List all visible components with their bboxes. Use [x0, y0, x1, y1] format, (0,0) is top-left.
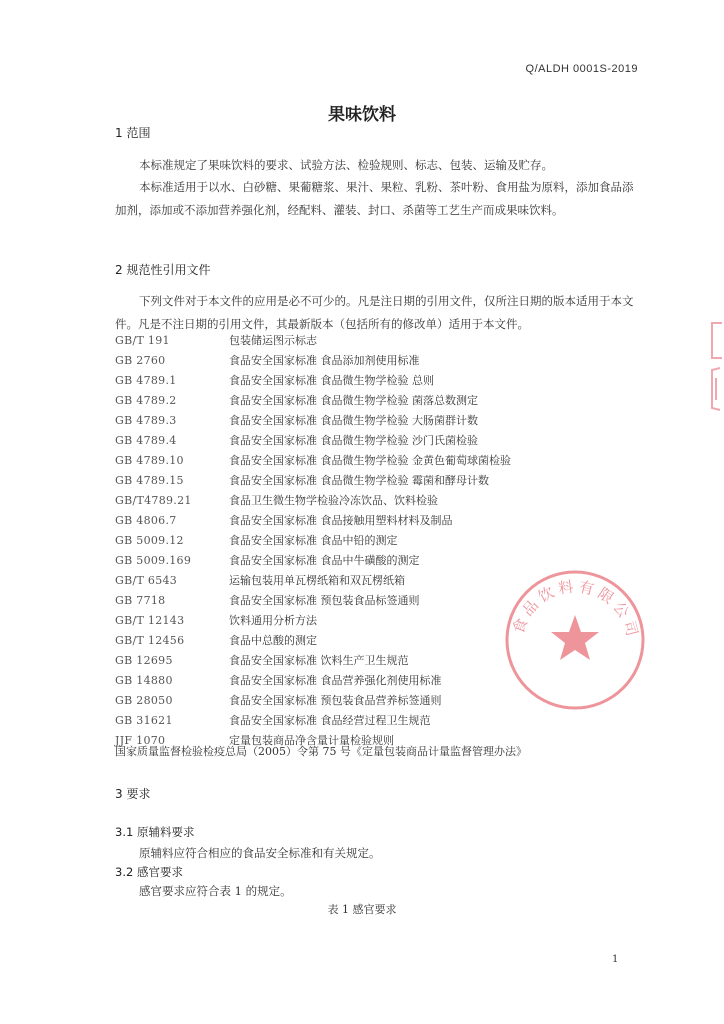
section-1-paragraph-2: 本标准适用于以水、白砂糖、果葡糖浆、果汁、果粒、乳粉、茶叶粉、食用盐为原料，添加食品添加剂，添加或不添加营养强化剂，经配料、灌装、封口、杀菌等工艺生产而成果味饮料。 — [115, 180, 634, 217]
section-3-1-text: 原辅料应符合相应的食品安全标准和有关规定。 — [139, 846, 381, 860]
reference-code: GB 31621 — [115, 714, 173, 727]
reference-code: JJF 1070 — [115, 734, 166, 747]
reference-title: 食品安全国家标准 食品微生物学检验 霉菌和酵母计数 — [229, 474, 489, 487]
reference-code: GB 4789.10 — [115, 454, 184, 467]
reference-title: 食品安全国家标准 食品营养强化剂使用标准 — [229, 674, 442, 687]
reference-title: 食品安全国家标准 食品微生物学检验 沙门氏菌检验 — [229, 434, 478, 447]
reference-row — [115, 431, 635, 451]
reference-row — [115, 451, 635, 471]
reference-title: 食品安全国家标准 饮料生产卫生规范 — [229, 654, 409, 667]
reference-code: GB 28050 — [115, 694, 173, 707]
page-number: 1 — [612, 954, 619, 965]
reference-code: GB 7718 — [115, 594, 166, 607]
section-1-paragraph-1: 本标准规定了果味饮料的要求、试验方法、检验规则、标志、包装、运输及贮存。 — [139, 158, 553, 172]
reference-code: GB 4789.15 — [115, 474, 184, 487]
company-seal — [500, 565, 650, 715]
reference-code: GB 14880 — [115, 674, 173, 687]
reference-title: 食品中总酸的测定 — [229, 634, 317, 647]
reference-code: GB 2760 — [115, 354, 166, 367]
reference-code: GB 4789.3 — [115, 414, 177, 427]
reference-title: 食品安全国家标准 食品微生物学检验 总则 — [229, 374, 434, 387]
reference-code: GB/T 191 — [115, 334, 170, 347]
reference-code: GB/T4789.21 — [115, 494, 192, 507]
section-3-1-heading: 3.1 原辅料要求 — [115, 825, 195, 839]
reference-row — [115, 391, 635, 411]
reference-code: GB/T 12143 — [115, 614, 185, 627]
section-2-heading: 2 规范性引用文件 — [115, 263, 211, 277]
reference-row — [115, 331, 635, 351]
reference-title: 食品安全国家标准 食品接触用塑料材料及制品 — [229, 514, 453, 527]
reference-code: GB 4806.7 — [115, 514, 177, 527]
regulation-reference: 国家质量监督检验检疫总局（2005）令第 75 号《定量包装商品计量监督管理办法》 — [115, 745, 527, 758]
page-edge-seal-fragment — [706, 318, 724, 428]
section-1-heading: 1 范围 — [115, 126, 151, 140]
reference-code: GB 12695 — [115, 654, 173, 667]
svg-text:食品饮料有限公司: 食品饮料有限公司 — [509, 577, 643, 642]
reference-code: GB 4789.4 — [115, 434, 177, 447]
table-1-caption: 表 1 感官要求 — [327, 903, 397, 916]
reference-row — [115, 491, 635, 511]
section-3-heading: 3 要求 — [115, 787, 151, 801]
reference-code: GB 5009.169 — [115, 554, 192, 567]
reference-title: 食品安全国家标准 食品经营过程卫生规范 — [229, 714, 431, 727]
reference-title: 食品卫生微生物学检验冷冻饮品、饮料检验 — [229, 494, 438, 507]
reference-row — [115, 371, 635, 391]
reference-code: GB/T 12456 — [115, 634, 185, 647]
section-3-2-text: 感官要求应符合表 1 的规定。 — [139, 884, 292, 898]
document-title: 果味饮料 — [328, 105, 396, 125]
reference-code: GB 5009.12 — [115, 534, 184, 547]
reference-title: 食品安全国家标准 食品微生物学检验 金黄色葡萄球菌检验 — [229, 454, 511, 467]
reference-code: GB 4789.2 — [115, 394, 177, 407]
reference-title: 食品安全国家标准 食品添加剂使用标准 — [229, 354, 420, 367]
seal-star-icon — [551, 615, 599, 660]
reference-title: 食品安全国家标准 预包装食品标签通则 — [229, 594, 420, 607]
reference-row — [115, 471, 635, 491]
reference-row — [115, 511, 635, 531]
reference-title: 包装储运图示标志 — [229, 334, 317, 347]
section-2-intro: 下列文件对于本文件的应用是必不可少的。凡是注日期的引用文件，仅所注日期的版本适用于本文件。凡是不注日期的引用文件，其最新版本（包括所有的修改单）适用于本文件。 — [115, 294, 634, 331]
reference-row — [115, 531, 635, 551]
reference-code: GB/T 6543 — [115, 574, 178, 587]
section-3-2-heading: 3.2 感官要求 — [115, 865, 183, 879]
standard-number: Q/ALDH 0001S-2019 — [525, 63, 638, 75]
reference-title: 饮料通用分析方法 — [229, 614, 317, 627]
reference-title: 食品安全国家标准 食品微生物学检验 大肠菌群计数 — [229, 414, 478, 427]
reference-title: 食品安全国家标准 食品中铅的测定 — [229, 534, 398, 547]
reference-title: 运输包装用单瓦楞纸箱和双瓦楞纸箱 — [229, 574, 405, 587]
reference-row — [115, 411, 635, 431]
reference-row — [115, 351, 635, 371]
reference-title: 食品安全国家标准 预包装食品营养标签通则 — [229, 694, 442, 707]
reference-title: 食品安全国家标准 食品中牛磺酸的测定 — [229, 554, 420, 567]
reference-title: 定量包装商品净含量计量检验规则 — [229, 734, 394, 747]
reference-code: GB 4789.1 — [115, 374, 177, 387]
reference-title: 食品安全国家标准 食品微生物学检验 菌落总数测定 — [229, 394, 478, 407]
